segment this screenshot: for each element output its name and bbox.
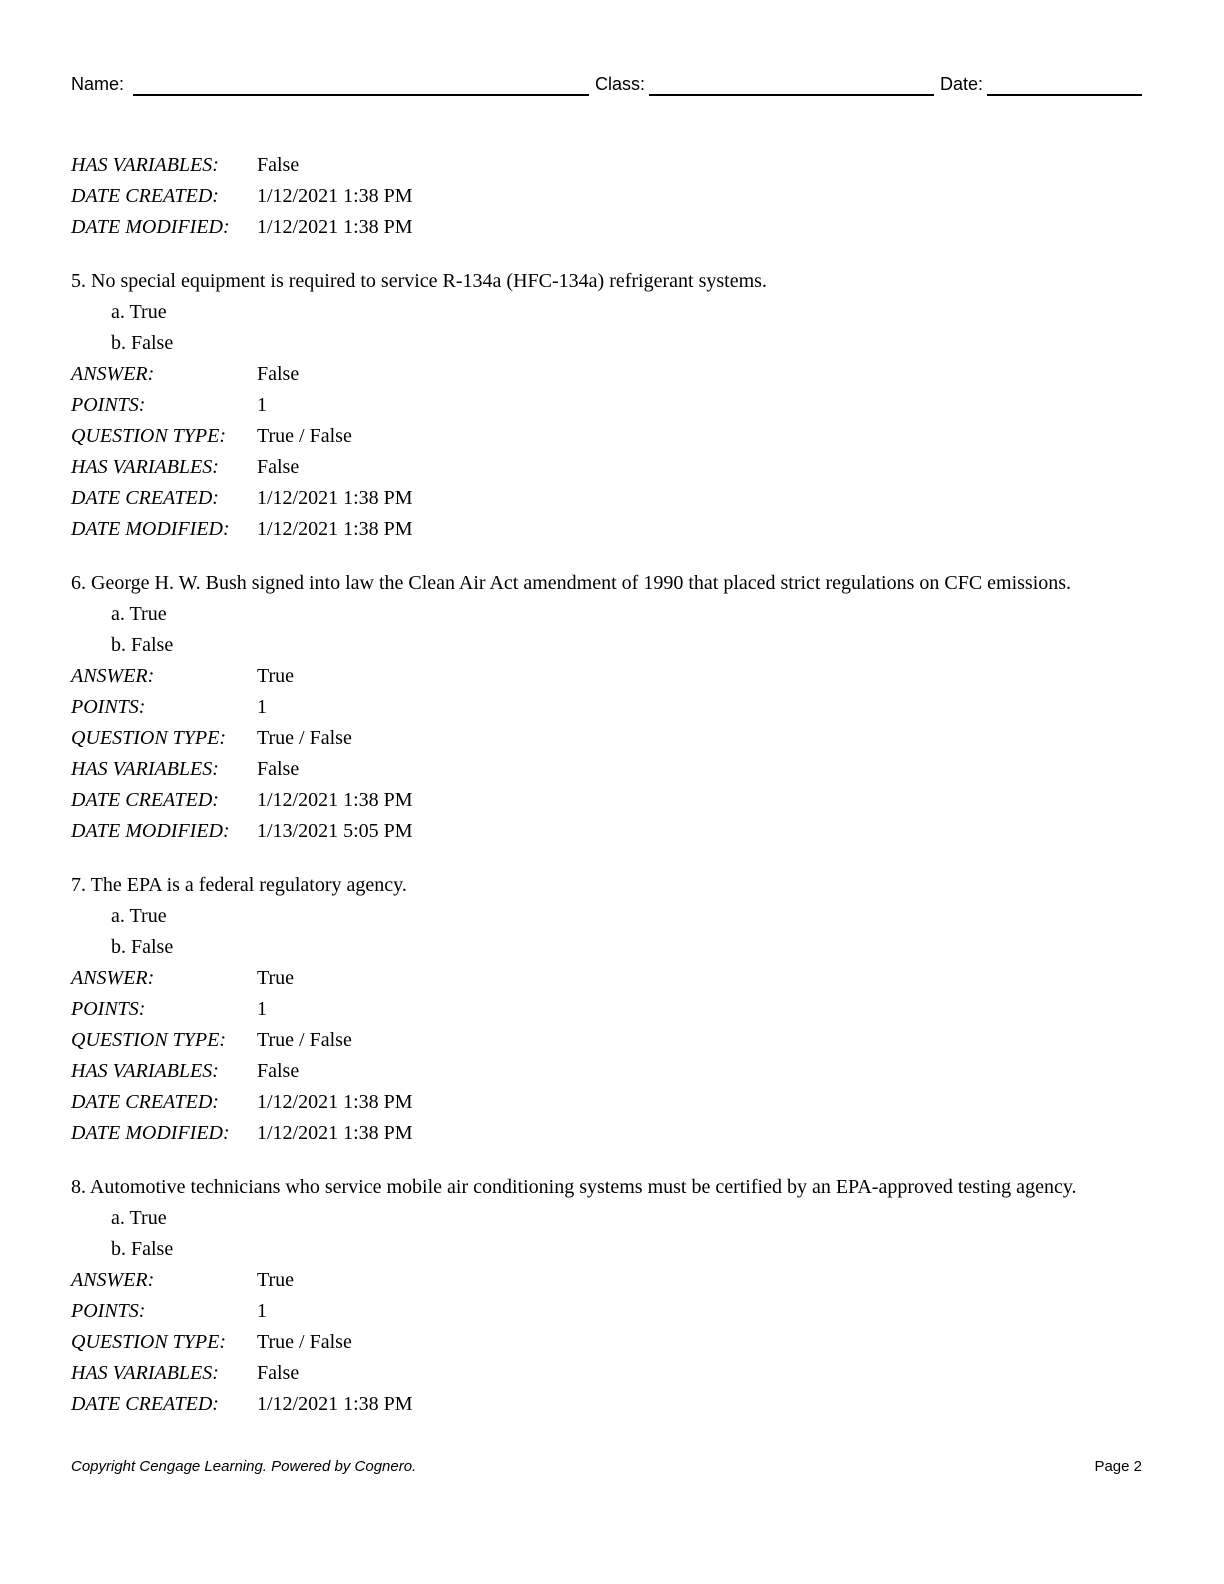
meta-row-answer — [71, 359, 1146, 390]
meta-value: 1/12/2021 1:38 PM — [257, 216, 413, 238]
meta-row-date-modified — [71, 816, 1146, 847]
meta-value: True / False — [257, 425, 352, 447]
meta-label: DATE CREATED: — [71, 487, 219, 509]
meta-row-answer — [71, 661, 1146, 692]
class-blank-line — [649, 94, 934, 96]
name-label: Name: — [71, 74, 125, 94]
meta-value: 1/13/2021 5:05 PM — [257, 820, 413, 842]
previous-question-metadata — [71, 150, 1146, 243]
option-false: b. False — [111, 1238, 174, 1260]
meta-label: ANSWER: — [71, 967, 155, 989]
meta-label: HAS VARIABLES: — [71, 1060, 219, 1082]
meta-row-has-variables — [71, 150, 1146, 181]
class-label: Class: — [595, 74, 646, 94]
meta-label: POINTS: — [71, 998, 146, 1020]
meta-row-date-created — [71, 785, 1146, 816]
meta-value: True — [257, 967, 295, 989]
meta-row-date-modified — [71, 212, 1146, 243]
meta-value: 1 — [257, 1300, 267, 1322]
meta-row-has-variables — [71, 1358, 1146, 1389]
meta-label: QUESTION TYPE: — [71, 1331, 227, 1353]
meta-row-has-variables — [71, 1056, 1146, 1087]
meta-row-date-modified — [71, 514, 1146, 545]
page-footer — [71, 1458, 1142, 1482]
meta-row-answer — [71, 1265, 1146, 1296]
question-text: 7. The EPA is a federal regulatory agency. — [71, 874, 407, 896]
meta-label: POINTS: — [71, 1300, 146, 1322]
meta-value: False — [257, 154, 300, 176]
meta-label: DATE MODIFIED: — [71, 1122, 230, 1144]
question-7 — [71, 870, 1146, 1149]
date-blank-line — [987, 94, 1142, 96]
meta-row-date-created — [71, 483, 1146, 514]
question-6 — [71, 568, 1146, 847]
meta-label: HAS VARIABLES: — [71, 758, 219, 780]
option-false: b. False — [111, 332, 174, 354]
option-true: a. True — [111, 301, 167, 323]
meta-label: QUESTION TYPE: — [71, 727, 227, 749]
meta-label: DATE CREATED: — [71, 185, 219, 207]
meta-row-points — [71, 390, 1146, 421]
page-header — [71, 72, 1142, 98]
meta-row-date-created — [71, 1389, 1146, 1420]
question-5 — [71, 266, 1146, 545]
meta-label: DATE MODIFIED: — [71, 216, 230, 238]
meta-value: True — [257, 1269, 295, 1291]
option-false: b. False — [111, 634, 174, 656]
meta-value: True / False — [257, 727, 352, 749]
option-true: a. True — [111, 905, 167, 927]
meta-row-question-type — [71, 421, 1146, 452]
meta-value: 1/12/2021 1:38 PM — [257, 789, 413, 811]
meta-label: ANSWER: — [71, 665, 155, 687]
meta-value: 1/12/2021 1:38 PM — [257, 487, 413, 509]
meta-label: POINTS: — [71, 394, 146, 416]
meta-value: False — [257, 1060, 300, 1082]
meta-row-question-type — [71, 1327, 1146, 1358]
option-true: a. True — [111, 603, 167, 625]
meta-value: True — [257, 665, 295, 687]
page-number: Page 2 — [1094, 1458, 1142, 1475]
meta-label: ANSWER: — [71, 1269, 155, 1291]
question-text: 6. George H. W. Bush signed into law the Clean Air Act amendment of 1990 that placed strict regulations on CFC emissions. — [71, 572, 1072, 594]
option-false: b. False — [111, 936, 174, 958]
meta-value: 1 — [257, 998, 267, 1020]
meta-row-points — [71, 994, 1146, 1025]
meta-value: 1/12/2021 1:38 PM — [257, 1091, 413, 1113]
copyright-text: Copyright Cengage Learning. Powered by Cognero. — [71, 1458, 417, 1475]
meta-row-points — [71, 1296, 1146, 1327]
meta-label: DATE CREATED: — [71, 1091, 219, 1113]
meta-value: False — [257, 758, 300, 780]
option-true: a. True — [111, 1207, 167, 1229]
meta-row-answer — [71, 963, 1146, 994]
meta-value: False — [257, 363, 300, 385]
meta-label: QUESTION TYPE: — [71, 1029, 227, 1051]
meta-label: DATE CREATED: — [71, 789, 219, 811]
meta-label: HAS VARIABLES: — [71, 154, 219, 176]
meta-value: 1/12/2021 1:38 PM — [257, 518, 413, 540]
meta-label: QUESTION TYPE: — [71, 425, 227, 447]
meta-value: False — [257, 456, 300, 478]
meta-value: True / False — [257, 1029, 352, 1051]
meta-row-date-created — [71, 181, 1146, 212]
meta-label: ANSWER: — [71, 363, 155, 385]
meta-value: 1/12/2021 1:38 PM — [257, 185, 413, 207]
meta-label: DATE MODIFIED: — [71, 820, 230, 842]
meta-row-date-created — [71, 1087, 1146, 1118]
meta-label: DATE MODIFIED: — [71, 518, 230, 540]
meta-label: HAS VARIABLES: — [71, 1362, 219, 1384]
question-8 — [71, 1172, 1146, 1420]
meta-row-question-type — [71, 723, 1146, 754]
meta-label: DATE CREATED: — [71, 1393, 219, 1415]
date-label: Date: — [940, 74, 984, 94]
meta-value: 1 — [257, 696, 267, 718]
meta-value: 1/12/2021 1:38 PM — [257, 1122, 413, 1144]
meta-row-points — [71, 692, 1146, 723]
question-text: 8. Automotive technicians who service mobile air conditioning systems must be certified by an EPA-approved testing agency. — [71, 1176, 1077, 1198]
meta-value: 1 — [257, 394, 267, 416]
meta-row-date-modified — [71, 1118, 1146, 1149]
meta-row-has-variables — [71, 452, 1146, 483]
meta-row-has-variables — [71, 754, 1146, 785]
meta-row-question-type — [71, 1025, 1146, 1056]
meta-label: HAS VARIABLES: — [71, 456, 219, 478]
name-blank-line — [133, 94, 589, 96]
meta-value: 1/12/2021 1:38 PM — [257, 1393, 413, 1415]
meta-value: False — [257, 1362, 300, 1384]
meta-label: POINTS: — [71, 696, 146, 718]
meta-value: True / False — [257, 1331, 352, 1353]
question-list — [71, 150, 1146, 1420]
question-text: 5. No special equipment is required to service R-134a (HFC-134a) refrigerant systems. — [71, 270, 767, 292]
